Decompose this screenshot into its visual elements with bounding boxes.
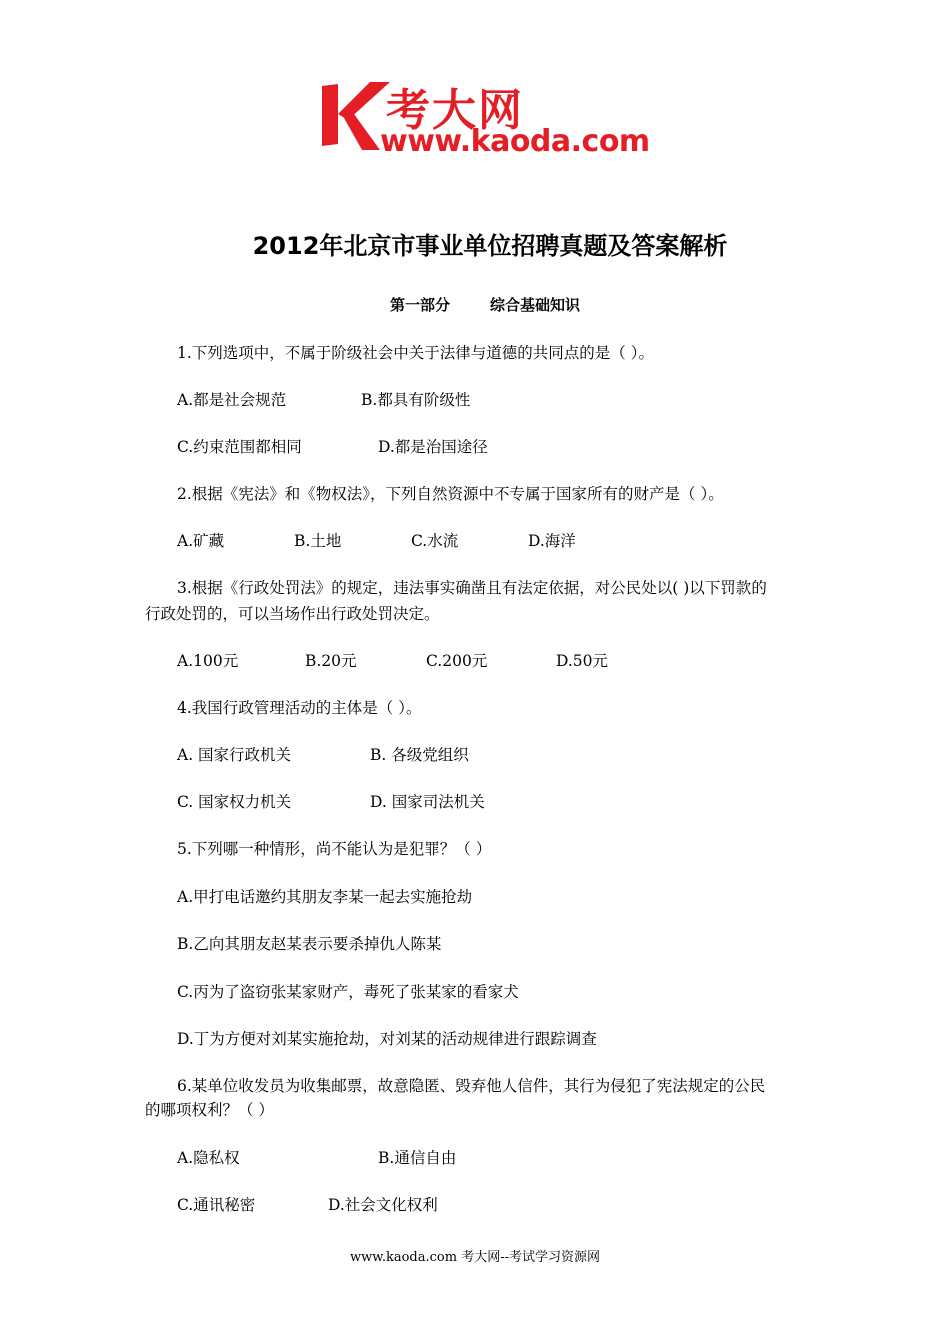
- question-4-stem: 4.我国行政管理活动的主体是（ ）。: [177, 699, 422, 717]
- question-5-stem: 5.下列哪一种情形，尚不能认为是犯罪？（ ）: [177, 840, 492, 858]
- question-1-option-c: C.约束范围都相同: [177, 438, 302, 456]
- question-2-stem: 2.根据《宪法》和《物权法》，下列自然资源中不专属于国家所有的财产是（ ）。: [177, 485, 724, 503]
- question-3-stem-line-1: 3.根据《行政处罚法》的规定，违法事实确凿且有法定依据，对公民处以( )以下罚款的: [177, 579, 767, 597]
- question-6-option-c: C.通讯秘密: [177, 1196, 256, 1214]
- question-5-option-c: C.丙为了盗窃张某家财产，毒死了张某家的看家犬: [177, 983, 519, 1001]
- kaoda-logo: [318, 78, 650, 159]
- question-5-option-d: D.丁为方便对刘某实施抢劫，对刘某的活动规律进行跟踪调查: [177, 1030, 597, 1048]
- question-3-option-c: C.200元: [426, 652, 488, 670]
- question-6-option-b: B.通信自由: [378, 1149, 457, 1167]
- question-1-option-d: D.都是治国途径: [378, 438, 488, 456]
- question-1-option-b: B.都具有阶级性: [361, 391, 471, 409]
- logo-brand-url: www.kaoda.com: [380, 124, 650, 159]
- question-6-option-d: D.社会文化权利: [328, 1196, 438, 1214]
- question-2-option-b: B.土地: [294, 532, 342, 550]
- logo-brand-cn: 考大网: [386, 85, 524, 136]
- section-name: 综合基础知识: [490, 296, 581, 314]
- question-3-option-b: B.20元: [305, 652, 357, 670]
- question-4-option-d: D. 国家司法机关: [370, 793, 485, 811]
- question-6-stem-line-1: 6.某单位收发员为收集邮票，故意隐匿、毁弃他人信件，其行为侵犯了宪法规定的公民: [177, 1077, 766, 1095]
- section-part: 第一部分: [390, 296, 451, 314]
- question-2-option-c: C.水流: [411, 532, 459, 550]
- question-4-option-c: C. 国家权力机关: [177, 793, 292, 811]
- question-5-option-a: A.甲打电话邀约其朋友李某一起去实施抢劫: [177, 888, 473, 906]
- question-1-option-a: A.都是社会规范: [177, 391, 287, 409]
- section-header: [390, 294, 580, 315]
- question-3-option-a: A.100元: [177, 652, 239, 670]
- question-3-option-d: D.50元: [556, 652, 609, 670]
- question-4-option-b: B. 各级党组织: [370, 746, 469, 764]
- page-title: 2012年北京市事业单位招聘真题及答案解析: [252, 232, 728, 260]
- page-footer: www.kaoda.com 考大网--考试学习资源网: [350, 1250, 600, 1265]
- question-4-option-a: A. 国家行政机关: [177, 746, 292, 764]
- question-5-option-b: B.乙向其朋友赵某表示要杀掉仇人陈某: [177, 935, 442, 953]
- question-3-stem-line-2: 行政处罚的，可以当场作出行政处罚决定。: [145, 605, 440, 623]
- question-6-stem-line-2: 的哪项权利？（ ）: [145, 1101, 274, 1119]
- question-2-option-d: D.海洋: [528, 532, 576, 550]
- question-2-option-a: A.矿藏: [177, 532, 225, 550]
- question-6-option-a: A.隐私权: [177, 1149, 240, 1167]
- question-1-stem: 1.下列选项中，不属于阶级社会中关于法律与道德的共同点的是（ ）。: [177, 344, 654, 362]
